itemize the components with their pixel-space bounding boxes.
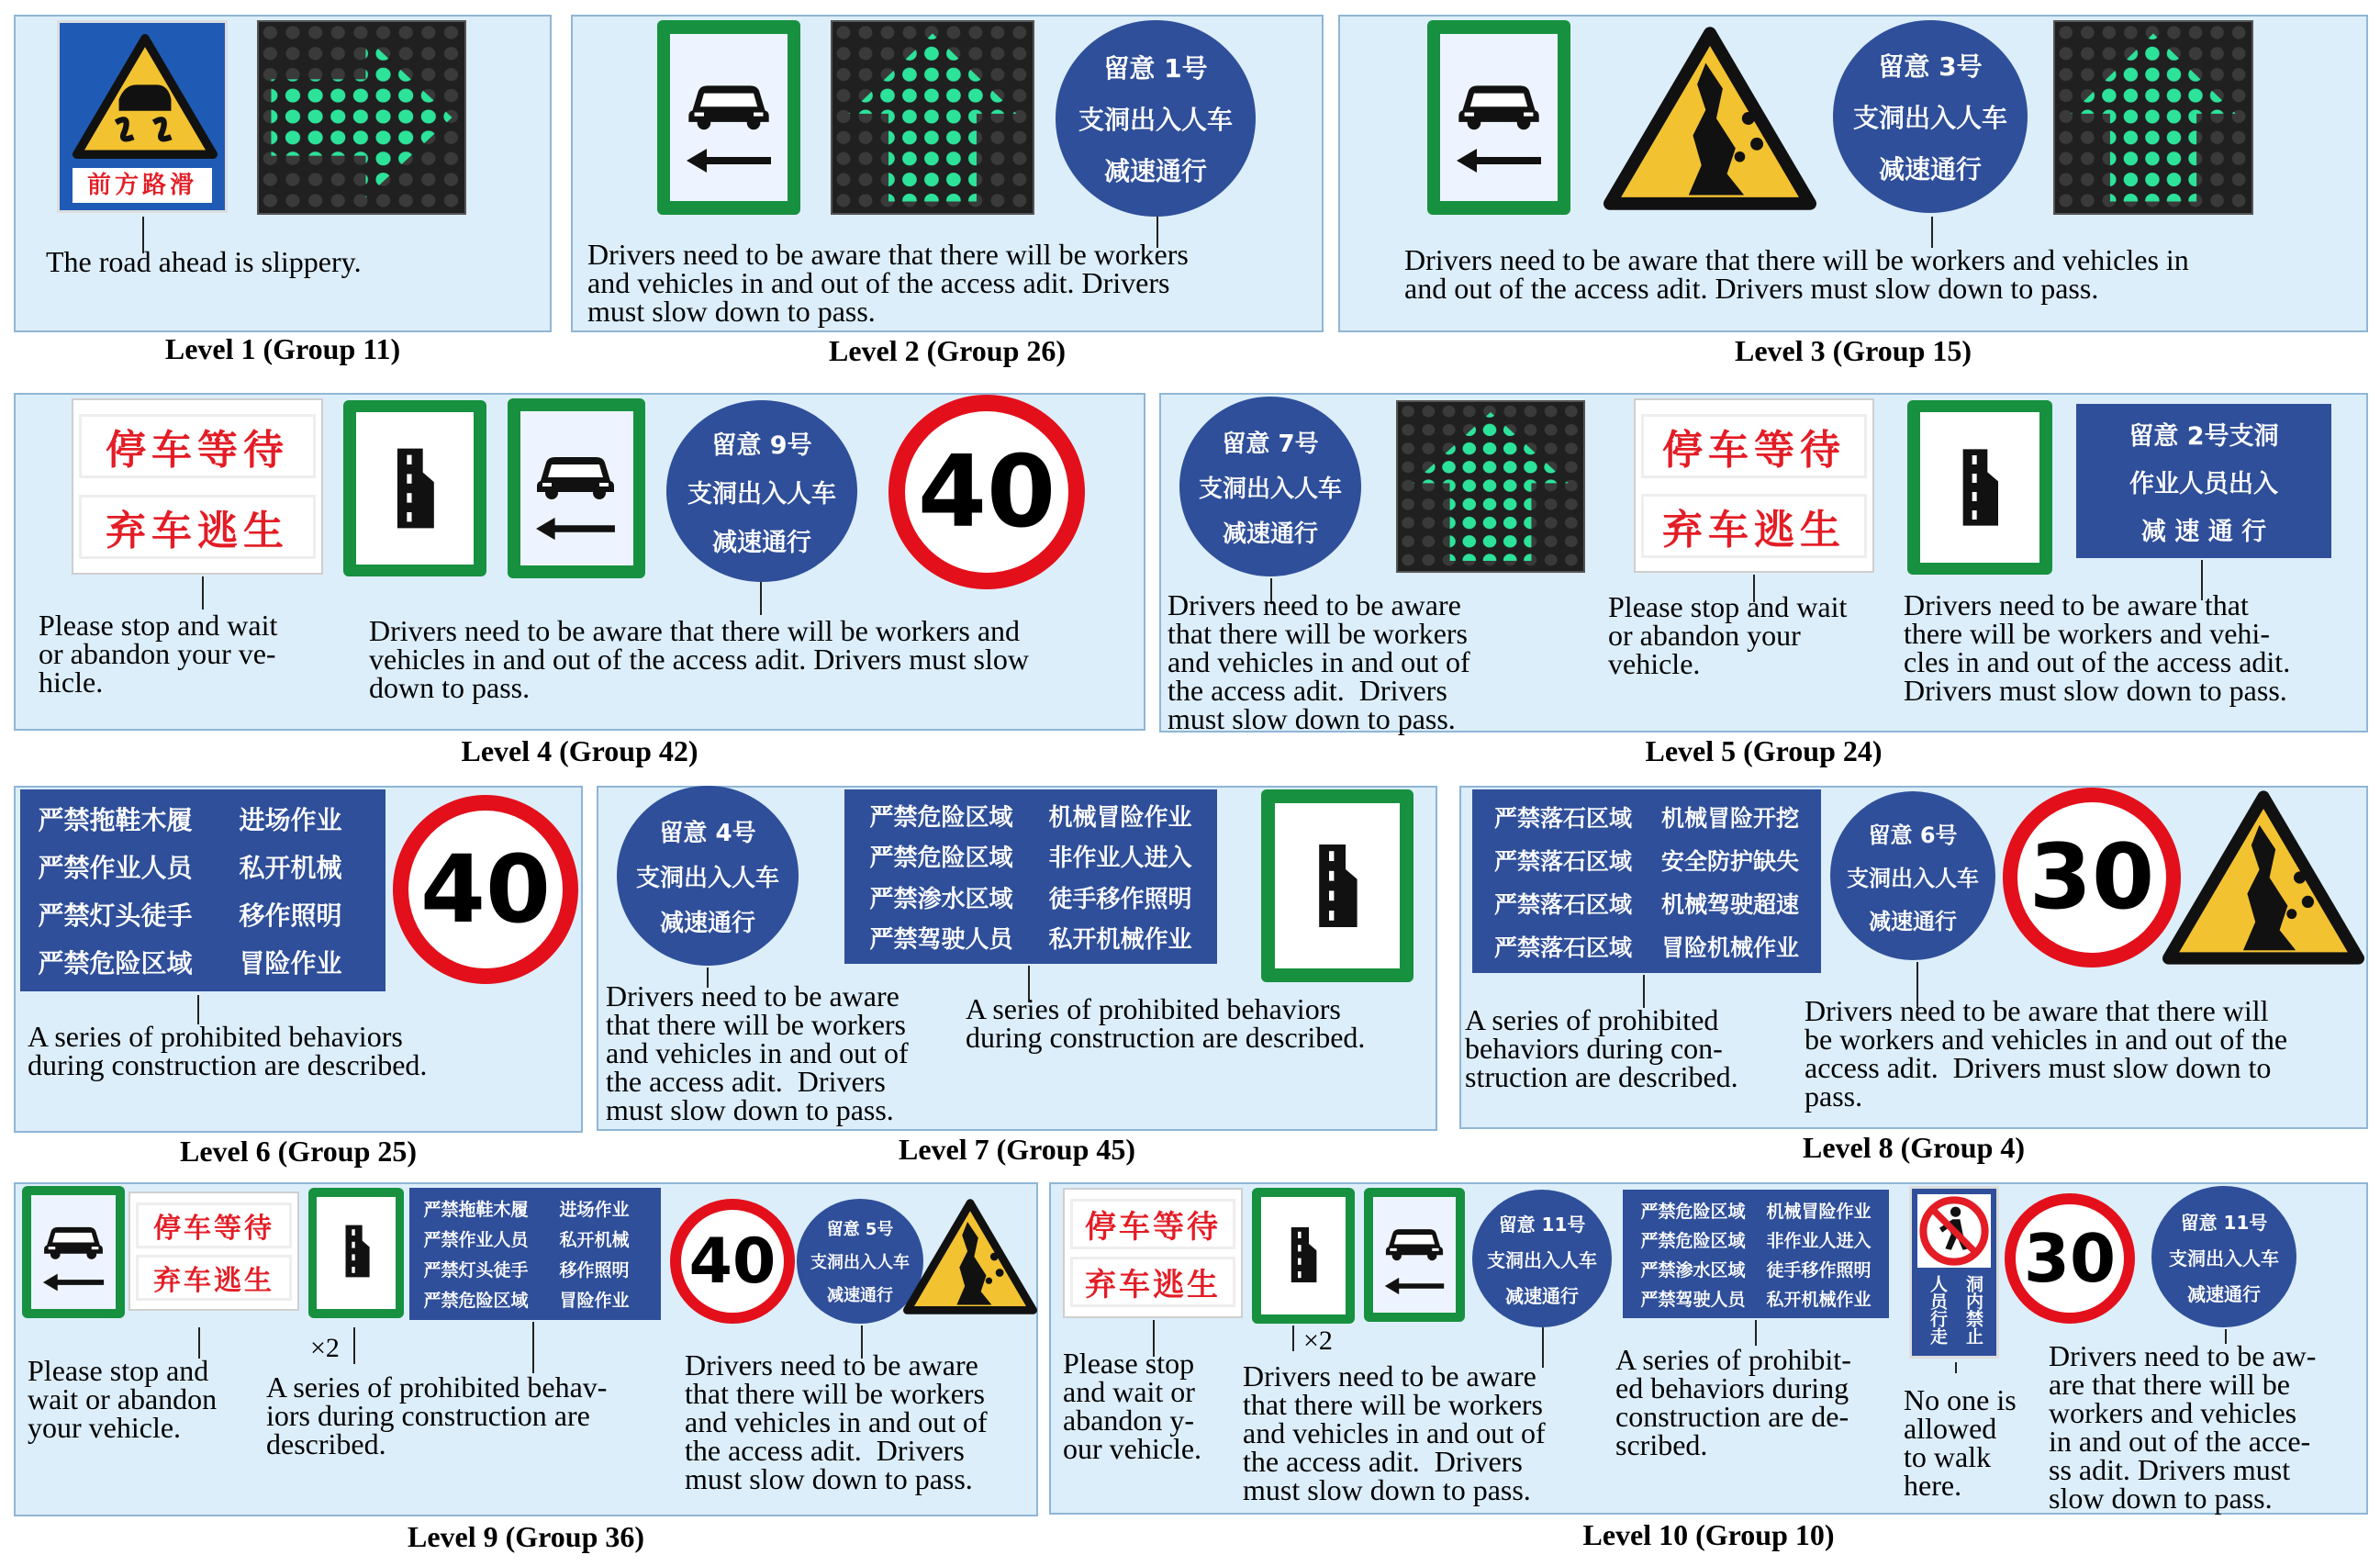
- speed-limit-40-sign: 40: [888, 395, 1085, 589]
- prohibition-text: 冒险机械作业: [1660, 934, 1799, 961]
- description-level-5c: Drivers need to be aware that there will be workers and vehi- cles in and out of the access adit. Drivers must slow down to pass.: [1904, 588, 2291, 707]
- description-level-5a: Drivers need to be aware that there will be workers and vehicles in and out of the access adit. Drivers must slow down to pass.: [1168, 588, 1470, 735]
- description-level-9a: Please stop and wait or abandon your vehicle.: [28, 1354, 218, 1444]
- prohibition-text: 机械冒险作业: [1766, 1201, 1872, 1222]
- description-level-8a: A series of prohibited behaviors during con- struction are described.: [1465, 1003, 1738, 1093]
- prohibition-text: 严禁渗水区域: [869, 885, 1013, 913]
- no-walking-sign: [1909, 1186, 1999, 1359]
- connector-line: [202, 576, 204, 610]
- prohibition-sign-c: [1472, 789, 1821, 973]
- prohibition-text: 严禁危险区域: [423, 1291, 529, 1311]
- prohibition-text: 私开机械: [559, 1230, 630, 1250]
- falling-rocks-icon: [2162, 788, 2364, 968]
- no-walk-text: 人员: [1927, 1275, 1948, 1310]
- green-arrow-up-icon: [832, 22, 1033, 213]
- car-icon: [1451, 72, 1547, 130]
- description-level-7b: A series of prohibited behaviors during construction are described.: [966, 992, 1366, 1054]
- car-left-sign: [1427, 20, 1570, 215]
- prohibition-sign-b: [844, 789, 1217, 964]
- prohibition-text: 私开机械作业: [1048, 926, 1192, 955]
- prohibition-text: 进场作业: [239, 805, 342, 835]
- caution-text: 减速通行: [659, 909, 755, 937]
- no-walk-text: 禁止: [1963, 1310, 1983, 1345]
- description-level-6: A series of prohibited behaviors during construction are described.: [28, 1020, 428, 1081]
- green-arrow-up-led: [2053, 20, 2253, 215]
- stop-wait-text: 停车等待: [79, 414, 316, 478]
- prohibition-text: 私开机械作业: [1766, 1289, 1872, 1310]
- road-narrows-sign: [1252, 1188, 1355, 1324]
- left-arrow-icon: [40, 1272, 106, 1292]
- multiplier-label: ×2: [310, 1333, 340, 1363]
- road-narrows-sign: [343, 400, 486, 576]
- road-narrows-icon: [1287, 1225, 1320, 1285]
- prohibition-text: 严禁落石区域: [1493, 934, 1632, 961]
- stop-wait-sign: [1063, 1188, 1243, 1318]
- falling-rocks-icon: [1603, 24, 1816, 213]
- left-arrow-icon: [1453, 147, 1545, 174]
- description-level-5b: Please stop and wait or abandon your vehicle.: [1608, 590, 1848, 680]
- prohibition-text: 徒手移作照明: [1766, 1259, 1872, 1281]
- level-title-1: Level 1 (Group 11): [164, 332, 401, 365]
- caution-sign-7: [1179, 397, 1361, 576]
- connector-line: [1292, 1326, 1294, 1351]
- prohibition-text: 安全防护缺失: [1660, 847, 1799, 875]
- abandon-vehicle-text: 弃车逃生: [1641, 494, 1867, 558]
- car-icon: [530, 444, 621, 499]
- prohibition-text: 严禁作业人员: [423, 1230, 529, 1250]
- connector-line: [1755, 1320, 1757, 1346]
- caution-text: 减速通行: [712, 528, 811, 557]
- caution-text: 支洞出入人车: [635, 864, 779, 892]
- slippery-road-text: 前方路滑: [73, 168, 212, 203]
- car-icon: [1380, 1219, 1448, 1261]
- prohibition-text: 严禁灯头徒手: [423, 1260, 529, 1281]
- level-title-7: Level 7 (Group 45): [898, 1133, 1136, 1166]
- no-walk-text: 行走: [1927, 1310, 1948, 1345]
- caution-text: 减速通行: [1103, 156, 1207, 186]
- road-narrows-sign: [1261, 789, 1413, 982]
- speed-limit-40-sign: 40: [393, 795, 578, 984]
- stop-wait-text: 停车等待: [1641, 414, 1867, 478]
- description-level-8b: Drivers need to be aware that there will be workers and vehicles in and out of the access adit. Drivers must slow down to pass.: [1805, 994, 2288, 1113]
- caution-text: 减速通行: [827, 1286, 893, 1305]
- stop-wait-sign: [128, 1191, 299, 1311]
- connector-line: [760, 582, 762, 615]
- stop-wait-text: 停车等待: [1070, 1199, 1235, 1249]
- caution-text: 支洞出入人车: [810, 1253, 910, 1272]
- slippery-road-sign: [57, 20, 228, 213]
- caution-text: 支洞出入人车: [1847, 865, 1979, 891]
- prohibition-text: 严禁作业人员: [38, 853, 193, 883]
- road-narrows-icon: [341, 1223, 373, 1280]
- caution-text: 支洞出入人车: [1198, 475, 1342, 503]
- prohibition-text: 严禁驾驶人员: [869, 926, 1013, 955]
- caution-text: 减速通行: [1869, 908, 1957, 934]
- caution-text: 留意 11号: [1498, 1213, 1586, 1236]
- road-narrows-icon: [1957, 446, 2003, 529]
- prohibition-text: 严禁落石区域: [1493, 847, 1632, 875]
- caution-sign-6: [1830, 791, 1995, 960]
- connector-line: [1955, 1362, 1957, 1373]
- prohibition-text: 严禁危险区域: [869, 803, 1013, 832]
- connector-line: [353, 1327, 355, 1364]
- prohibition-text: 严禁危险区域: [869, 845, 1013, 873]
- speed-limit-30-sign: 30: [2005, 1193, 2135, 1324]
- description-level-1: The road ahead is slippery.: [46, 245, 362, 278]
- level-title-10: Level 10 (Group 10): [1582, 1518, 1835, 1551]
- description-level-10d: No one is allowed to walk here.: [1904, 1383, 2017, 1502]
- prohibition-text: 严禁灯头徒手: [38, 900, 193, 931]
- description-level-10c: A series of prohibit- ed behaviors during construction are de- scribed.: [1615, 1343, 1851, 1461]
- prohibition-sign-a: [20, 789, 385, 991]
- car-icon: [681, 72, 777, 130]
- prohibition-text: 徒手移作照明: [1048, 885, 1192, 913]
- caution-sign-4: [617, 786, 799, 966]
- green-arrow-right-icon: [259, 22, 464, 213]
- prohibition-text: 非作业人进入: [1766, 1230, 1872, 1251]
- abandon-vehicle-text: 弃车逃生: [79, 495, 316, 559]
- description-level-7a: Drivers need to be aware that there will be workers and vehicles in and out of the access adit. Drivers must slow down to pass.: [606, 979, 909, 1126]
- prohibition-text: 机械冒险开挖: [1660, 804, 1799, 832]
- caution-text: 支洞出入人车: [687, 479, 836, 509]
- left-arrow-icon: [1382, 1276, 1447, 1296]
- no-pedestrian-icon: [1917, 1194, 1991, 1268]
- car-left-sign: [22, 1186, 125, 1318]
- green-arrow-up-icon: [1398, 402, 1583, 571]
- description-level-2: Drivers need to be aware that there will be workers and vehicles in and out of the access adit. Drivers must slow down to pass.: [587, 238, 1189, 328]
- left-arrow-icon: [531, 516, 620, 542]
- road-narrows-icon: [391, 446, 439, 531]
- green-arrow-up-led: [831, 20, 1034, 215]
- description-level-10b: Drivers need to be aware that there will be workers and vehicles in and out of the access adit. Drivers must slow down to pass.: [1243, 1359, 1546, 1506]
- caution-text: 减速通行: [2187, 1282, 2261, 1305]
- caution-text: 作业人员出入: [2129, 469, 2278, 498]
- level-title-2: Level 2 (Group 26): [828, 334, 1067, 367]
- description-level-9c: Drivers need to be aware that there will be workers and vehicles in and out of the access adit. Drivers must slow down to pass.: [685, 1348, 988, 1495]
- description-level-10a: Please stop and wait or abandon y- our vehicle.: [1063, 1347, 1202, 1465]
- caution-text: 留意 2号支洞: [2129, 421, 2279, 451]
- caution-text: 支洞出入人车: [2169, 1247, 2279, 1270]
- caution-sign-9: [666, 400, 857, 582]
- stop-wait-sign: [72, 398, 323, 575]
- prohibition-text: 严禁危险区域: [1640, 1201, 1746, 1222]
- connector-line: [532, 1322, 534, 1373]
- level-title-9: Level 9 (Group 36): [407, 1520, 645, 1553]
- prohibition-text: 严禁落石区域: [1493, 890, 1632, 918]
- caution-text: 减速通行: [1222, 520, 1318, 548]
- prohibition-text: 非作业人进入: [1048, 845, 1192, 873]
- green-arrow-up-led: [1396, 400, 1585, 573]
- description-level-3: Drivers need to be aware that there will be workers and vehicles in and out of the access adit. Drivers must slow down to pass.: [1404, 243, 2189, 305]
- prohibition-text: 严禁驾驶人员: [1640, 1289, 1746, 1310]
- caution-sign-2-rect: [2076, 404, 2331, 558]
- stop-wait-text: 停车等待: [136, 1202, 292, 1248]
- level-title-6: Level 6 (Group 25): [179, 1135, 418, 1168]
- caution-text: 减速通行: [1878, 154, 1982, 185]
- prohibition-text: 冒险作业: [559, 1291, 630, 1311]
- prohibition-text: 严禁危险区域: [1640, 1230, 1746, 1251]
- prohibition-text: 严禁落石区域: [1493, 804, 1632, 832]
- prohibition-text: 机械驾驶超速: [1660, 890, 1799, 918]
- car-left-sign: [1364, 1188, 1465, 1322]
- caution-text: 留意 9号: [711, 431, 812, 460]
- prohibition-text: 私开机械: [239, 853, 342, 883]
- road-narrows-icon: [1313, 841, 1362, 931]
- caution-text: 留意 4号: [659, 819, 756, 847]
- left-arrow-icon: [683, 147, 775, 174]
- caution-text: 留意 11号: [2180, 1211, 2268, 1234]
- prohibition-text: 移作照明: [239, 900, 342, 931]
- caution-text: 留意 6号: [1868, 822, 1958, 848]
- prohibition-sign-b-small: [1623, 1190, 1889, 1318]
- road-narrows-sign: [308, 1188, 404, 1318]
- prohibition-text: 机械冒险作业: [1048, 803, 1192, 832]
- caution-text: 减速通行: [1505, 1284, 1579, 1307]
- slippery-road-icon: [73, 32, 218, 161]
- caution-sign-3: [1833, 20, 2028, 213]
- caution-text: 支洞出入人车: [1852, 103, 2007, 133]
- multiplier-label: ×2: [1303, 1326, 1333, 1356]
- speed-limit-30-sign: 30: [2003, 788, 2181, 968]
- no-walk-text: 洞内: [1963, 1275, 1983, 1310]
- green-arrow-up-icon: [2055, 22, 2252, 213]
- caution-text: 留意 3号: [1878, 51, 1983, 82]
- caution-sign-1: [1056, 20, 1256, 217]
- level-title-5: Level 5 (Group 24): [1645, 734, 1883, 767]
- abandon-vehicle-text: 弃车逃生: [136, 1255, 292, 1301]
- falling-rocks-icon: [903, 1197, 1037, 1316]
- description-level-4b: Drivers need to be aware that there will be workers and vehicles in and out of the access adit. Drivers must slow down to pass.: [369, 614, 1029, 704]
- level-title-3: Level 3 (Group 15): [1734, 334, 1972, 367]
- stop-wait-sign: [1634, 398, 1874, 573]
- caution-text: 支洞出入人车: [1487, 1248, 1597, 1271]
- caution-text: 减 速 通 行: [2140, 517, 2267, 546]
- description-level-9b: A series of prohibited behav- iors during construction are described.: [266, 1370, 608, 1460]
- green-arrow-right-led: [257, 20, 466, 215]
- speed-limit-40-sign: 40: [670, 1199, 795, 1324]
- level-title-8: Level 8 (Group 4): [1802, 1131, 2026, 1164]
- caution-text: 留意 5号: [826, 1220, 894, 1239]
- prohibition-text: 进场作业: [559, 1200, 630, 1220]
- caution-sign-11: [1472, 1190, 1612, 1327]
- car-icon: [39, 1217, 108, 1259]
- prohibition-text: 冒险作业: [239, 948, 342, 979]
- prohibition-sign-a-small: [409, 1188, 661, 1320]
- prohibition-text: 严禁渗水区域: [1640, 1259, 1746, 1281]
- description-level-10e: Drivers need to be aw- are that there will be workers and vehicles in and out of the acce- ss adit. Drivers must slow down to pass.: [2049, 1339, 2317, 1515]
- car-left-sign: [657, 20, 800, 215]
- description-level-4a: Please stop and wait or abandon your ve- hicle.: [39, 609, 278, 699]
- road-narrows-sign: [1907, 400, 2052, 575]
- caution-text: 支洞出入人车: [1078, 105, 1233, 135]
- prohibition-text: 严禁拖鞋木履: [38, 805, 193, 835]
- prohibition-text: 严禁危险区域: [38, 948, 193, 979]
- level-title-4: Level 4 (Group 42): [461, 734, 698, 767]
- prohibition-text: 移作照明: [559, 1260, 630, 1281]
- prohibition-text: 严禁拖鞋木履: [423, 1200, 529, 1220]
- caution-text: 留意 7号: [1222, 430, 1319, 458]
- car-left-sign: [508, 398, 645, 578]
- abandon-vehicle-text: 弃车逃生: [1070, 1257, 1235, 1307]
- caution-text: 留意 1号: [1103, 53, 1208, 84]
- caution-sign-11b: [2151, 1186, 2296, 1327]
